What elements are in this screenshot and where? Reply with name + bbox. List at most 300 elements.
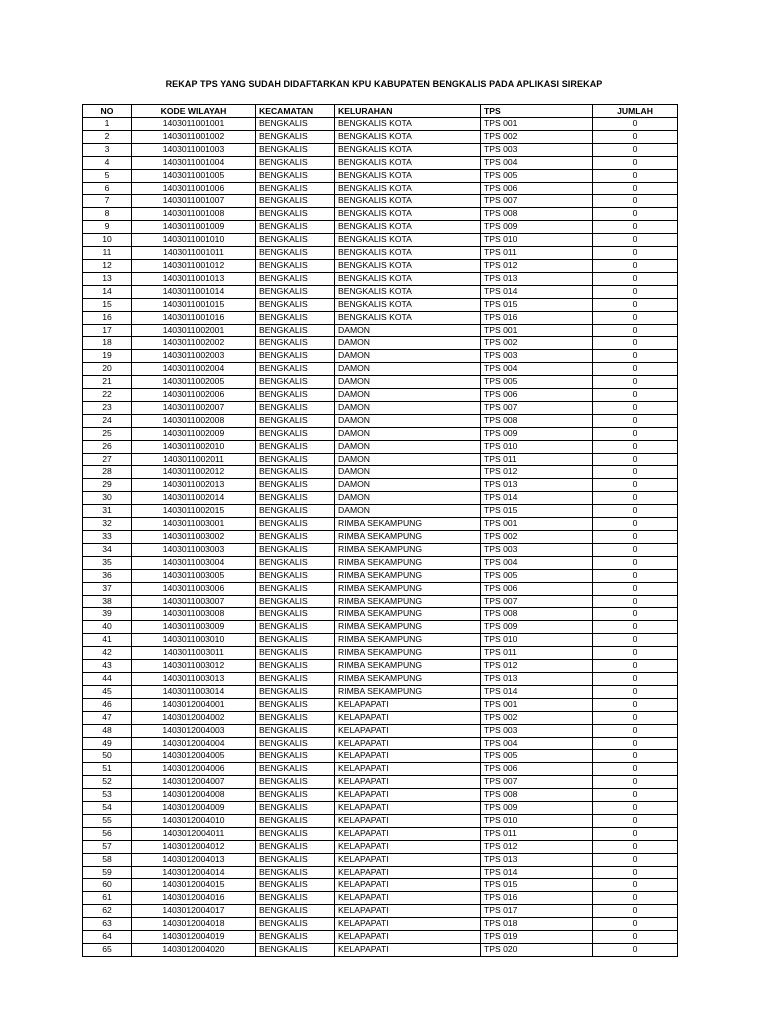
header-row	[83, 105, 678, 118]
cell-no: 36	[83, 569, 132, 582]
cell-no: 17	[83, 324, 132, 337]
cell-kode-wilayah: 1403012004019	[132, 931, 256, 944]
cell-jumlah: 0	[593, 595, 678, 608]
cell-kode-wilayah: 1403012004016	[132, 892, 256, 905]
cell-jumlah: 0	[593, 221, 678, 234]
cell-kelurahan: KELAPAPATI	[335, 711, 481, 724]
cell-kelurahan: DAMON	[335, 440, 481, 453]
cell-kelurahan: DAMON	[335, 324, 481, 337]
cell-no: 18	[83, 337, 132, 350]
cell-no: 56	[83, 827, 132, 840]
page-title: REKAP TPS YANG SUDAH DIDAFTARKAN KPU KABUPATEN BENGKALIS PADA APLIKASI SIREKAP	[165, 79, 603, 89]
table-row	[83, 479, 678, 492]
cell-tps: TPS 001	[481, 324, 593, 337]
cell-no: 52	[83, 776, 132, 789]
table-row	[83, 634, 678, 647]
cell-no: 23	[83, 401, 132, 414]
cell-tps: TPS 015	[481, 298, 593, 311]
cell-kode-wilayah: 1403012004007	[132, 776, 256, 789]
table-row	[83, 272, 678, 285]
cell-kode-wilayah: 1403012004011	[132, 827, 256, 840]
cell-kelurahan: BENGKALIS KOTA	[335, 195, 481, 208]
cell-jumlah: 0	[593, 918, 678, 931]
cell-tps: TPS 005	[481, 569, 593, 582]
cell-tps: TPS 009	[481, 621, 593, 634]
cell-no: 34	[83, 543, 132, 556]
cell-kecamatan: BENGKALIS	[256, 324, 335, 337]
table-row	[83, 130, 678, 143]
cell-jumlah: 0	[593, 556, 678, 569]
cell-kode-wilayah: 1403011001005	[132, 169, 256, 182]
cell-kelurahan: KELAPAPATI	[335, 698, 481, 711]
cell-jumlah: 0	[593, 298, 678, 311]
cell-kelurahan: DAMON	[335, 427, 481, 440]
table-row	[83, 802, 678, 815]
table-row	[83, 285, 678, 298]
cell-tps: TPS 007	[481, 195, 593, 208]
cell-tps: TPS 011	[481, 647, 593, 660]
cell-kode-wilayah: 1403011003005	[132, 569, 256, 582]
cell-tps: TPS 006	[481, 389, 593, 402]
cell-kode-wilayah: 1403011003001	[132, 518, 256, 531]
cell-tps: TPS 012	[481, 840, 593, 853]
cell-kelurahan: KELAPAPATI	[335, 724, 481, 737]
cell-kecamatan: BENGKALIS	[256, 311, 335, 324]
cell-kecamatan: BENGKALIS	[256, 376, 335, 389]
table-body	[83, 118, 678, 957]
cell-kode-wilayah: 1403012004005	[132, 750, 256, 763]
cell-kecamatan: BENGKALIS	[256, 556, 335, 569]
cell-tps: TPS 003	[481, 543, 593, 556]
cell-kelurahan: BENGKALIS KOTA	[335, 311, 481, 324]
cell-kelurahan: BENGKALIS KOTA	[335, 130, 481, 143]
cell-jumlah: 0	[593, 698, 678, 711]
cell-no: 7	[83, 195, 132, 208]
cell-jumlah: 0	[593, 324, 678, 337]
table-row	[83, 247, 678, 260]
cell-kelurahan: DAMON	[335, 389, 481, 402]
cell-kecamatan: BENGKALIS	[256, 169, 335, 182]
table-row	[83, 427, 678, 440]
cell-tps: TPS 011	[481, 453, 593, 466]
cell-kelurahan: KELAPAPATI	[335, 905, 481, 918]
cell-tps: TPS 015	[481, 879, 593, 892]
cell-kecamatan: BENGKALIS	[256, 737, 335, 750]
cell-kecamatan: BENGKALIS	[256, 298, 335, 311]
cell-kecamatan: BENGKALIS	[256, 763, 335, 776]
cell-kelurahan: RIMBA SEKAMPUNG	[335, 531, 481, 544]
cell-kecamatan: BENGKALIS	[256, 195, 335, 208]
cell-kelurahan: KELAPAPATI	[335, 944, 481, 957]
cell-jumlah: 0	[593, 234, 678, 247]
cell-kecamatan: BENGKALIS	[256, 453, 335, 466]
cell-kode-wilayah: 1403011001015	[132, 298, 256, 311]
cell-jumlah: 0	[593, 763, 678, 776]
cell-no: 22	[83, 389, 132, 402]
cell-no: 39	[83, 608, 132, 621]
cell-kode-wilayah: 1403011003002	[132, 531, 256, 544]
cell-tps: TPS 010	[481, 234, 593, 247]
cell-no: 45	[83, 685, 132, 698]
cell-kecamatan: BENGKALIS	[256, 879, 335, 892]
cell-jumlah: 0	[593, 401, 678, 414]
cell-tps: TPS 014	[481, 285, 593, 298]
cell-kode-wilayah: 1403011002001	[132, 324, 256, 337]
cell-kode-wilayah: 1403011003003	[132, 543, 256, 556]
cell-jumlah: 0	[593, 208, 678, 221]
cell-tps: TPS 011	[481, 827, 593, 840]
cell-tps: TPS 004	[481, 363, 593, 376]
header-jumlah: JUMLAH	[593, 105, 678, 118]
cell-kode-wilayah: 1403012004002	[132, 711, 256, 724]
cell-no: 60	[83, 879, 132, 892]
cell-kecamatan: BENGKALIS	[256, 802, 335, 815]
cell-tps: TPS 003	[481, 350, 593, 363]
cell-kelurahan: KELAPAPATI	[335, 802, 481, 815]
cell-kecamatan: BENGKALIS	[256, 401, 335, 414]
cell-jumlah: 0	[593, 543, 678, 556]
cell-kelurahan: RIMBA SEKAMPUNG	[335, 543, 481, 556]
cell-no: 33	[83, 531, 132, 544]
cell-kode-wilayah: 1403011001008	[132, 208, 256, 221]
cell-jumlah: 0	[593, 143, 678, 156]
cell-tps: TPS 013	[481, 853, 593, 866]
cell-kelurahan: KELAPAPATI	[335, 918, 481, 931]
cell-kode-wilayah: 1403012004014	[132, 866, 256, 879]
cell-kecamatan: BENGKALIS	[256, 156, 335, 169]
cell-kelurahan: KELAPAPATI	[335, 763, 481, 776]
cell-kelurahan: KELAPAPATI	[335, 750, 481, 763]
cell-kode-wilayah: 1403011001012	[132, 259, 256, 272]
table-row	[83, 518, 678, 531]
cell-kecamatan: BENGKALIS	[256, 272, 335, 285]
table-row	[83, 543, 678, 556]
cell-jumlah: 0	[593, 492, 678, 505]
cell-tps: TPS 020	[481, 944, 593, 957]
cell-jumlah: 0	[593, 156, 678, 169]
cell-tps: TPS 009	[481, 802, 593, 815]
table-row	[83, 311, 678, 324]
cell-kecamatan: BENGKALIS	[256, 840, 335, 853]
cell-jumlah: 0	[593, 672, 678, 685]
cell-kode-wilayah: 1403011001010	[132, 234, 256, 247]
cell-kecamatan: BENGKALIS	[256, 776, 335, 789]
cell-kelurahan: DAMON	[335, 453, 481, 466]
cell-kelurahan: KELAPAPATI	[335, 737, 481, 750]
cell-tps: TPS 003	[481, 724, 593, 737]
cell-kode-wilayah: 1403011002009	[132, 427, 256, 440]
cell-kelurahan: DAMON	[335, 363, 481, 376]
cell-kelurahan: KELAPAPATI	[335, 931, 481, 944]
cell-jumlah: 0	[593, 711, 678, 724]
cell-jumlah: 0	[593, 944, 678, 957]
cell-jumlah: 0	[593, 789, 678, 802]
cell-kecamatan: BENGKALIS	[256, 814, 335, 827]
cell-kecamatan: BENGKALIS	[256, 414, 335, 427]
cell-tps: TPS 010	[481, 814, 593, 827]
cell-kode-wilayah: 1403011002007	[132, 401, 256, 414]
cell-tps: TPS 003	[481, 143, 593, 156]
cell-kode-wilayah: 1403011002014	[132, 492, 256, 505]
cell-jumlah: 0	[593, 285, 678, 298]
cell-tps: TPS 013	[481, 272, 593, 285]
cell-no: 38	[83, 595, 132, 608]
cell-kode-wilayah: 1403011002006	[132, 389, 256, 402]
cell-tps: TPS 006	[481, 582, 593, 595]
cell-no: 43	[83, 660, 132, 673]
cell-no: 59	[83, 866, 132, 879]
cell-kelurahan: RIMBA SEKAMPUNG	[335, 660, 481, 673]
cell-kecamatan: BENGKALIS	[256, 608, 335, 621]
cell-no: 26	[83, 440, 132, 453]
cell-kecamatan: BENGKALIS	[256, 918, 335, 931]
cell-kecamatan: BENGKALIS	[256, 247, 335, 260]
cell-jumlah: 0	[593, 750, 678, 763]
cell-tps: TPS 014	[481, 866, 593, 879]
cell-kode-wilayah: 1403012004015	[132, 879, 256, 892]
cell-no: 47	[83, 711, 132, 724]
cell-kelurahan: BENGKALIS KOTA	[335, 169, 481, 182]
cell-jumlah: 0	[593, 130, 678, 143]
table-row	[83, 853, 678, 866]
cell-no: 4	[83, 156, 132, 169]
table-row	[83, 814, 678, 827]
cell-kecamatan: BENGKALIS	[256, 647, 335, 660]
cell-kecamatan: BENGKALIS	[256, 892, 335, 905]
table-row	[83, 195, 678, 208]
header-no: NO	[83, 105, 132, 118]
cell-kelurahan: KELAPAPATI	[335, 866, 481, 879]
cell-no: 10	[83, 234, 132, 247]
cell-no: 25	[83, 427, 132, 440]
cell-no: 31	[83, 505, 132, 518]
cell-jumlah: 0	[593, 247, 678, 260]
cell-jumlah: 0	[593, 272, 678, 285]
cell-kelurahan: DAMON	[335, 479, 481, 492]
cell-tps: TPS 012	[481, 466, 593, 479]
table-row	[83, 234, 678, 247]
cell-kode-wilayah: 1403011002004	[132, 363, 256, 376]
cell-jumlah: 0	[593, 518, 678, 531]
cell-kode-wilayah: 1403012004004	[132, 737, 256, 750]
cell-jumlah: 0	[593, 169, 678, 182]
cell-kelurahan: KELAPAPATI	[335, 879, 481, 892]
cell-kode-wilayah: 1403011003008	[132, 608, 256, 621]
cell-kecamatan: BENGKALIS	[256, 827, 335, 840]
cell-kode-wilayah: 1403011002011	[132, 453, 256, 466]
cell-no: 1	[83, 118, 132, 131]
cell-tps: TPS 010	[481, 634, 593, 647]
cell-jumlah: 0	[593, 182, 678, 195]
cell-jumlah: 0	[593, 259, 678, 272]
cell-kelurahan: RIMBA SEKAMPUNG	[335, 569, 481, 582]
table-row	[83, 531, 678, 544]
cell-kecamatan: BENGKALIS	[256, 582, 335, 595]
cell-no: 28	[83, 466, 132, 479]
cell-kecamatan: BENGKALIS	[256, 853, 335, 866]
cell-kode-wilayah: 1403011002005	[132, 376, 256, 389]
cell-jumlah: 0	[593, 376, 678, 389]
cell-kelurahan: KELAPAPATI	[335, 840, 481, 853]
table-row	[83, 389, 678, 402]
table-header	[83, 105, 678, 118]
cell-no: 41	[83, 634, 132, 647]
cell-tps: TPS 002	[481, 711, 593, 724]
cell-kelurahan: BENGKALIS KOTA	[335, 118, 481, 131]
cell-kelurahan: BENGKALIS KOTA	[335, 156, 481, 169]
cell-tps: TPS 004	[481, 156, 593, 169]
cell-no: 44	[83, 672, 132, 685]
cell-no: 30	[83, 492, 132, 505]
cell-kode-wilayah: 1403012004018	[132, 918, 256, 931]
table-row	[83, 492, 678, 505]
cell-kecamatan: BENGKALIS	[256, 944, 335, 957]
cell-tps: TPS 012	[481, 660, 593, 673]
table-row	[83, 931, 678, 944]
cell-jumlah: 0	[593, 453, 678, 466]
cell-tps: TPS 005	[481, 169, 593, 182]
table-row	[83, 685, 678, 698]
cell-kecamatan: BENGKALIS	[256, 285, 335, 298]
table-row	[83, 944, 678, 957]
cell-kode-wilayah: 1403011001009	[132, 221, 256, 234]
cell-jumlah: 0	[593, 414, 678, 427]
cell-kecamatan: BENGKALIS	[256, 866, 335, 879]
cell-jumlah: 0	[593, 311, 678, 324]
cell-kecamatan: BENGKALIS	[256, 118, 335, 131]
cell-tps: TPS 002	[481, 531, 593, 544]
cell-no: 15	[83, 298, 132, 311]
cell-kelurahan: RIMBA SEKAMPUNG	[335, 556, 481, 569]
table-row	[83, 647, 678, 660]
cell-kecamatan: BENGKALIS	[256, 789, 335, 802]
cell-no: 20	[83, 363, 132, 376]
cell-kecamatan: BENGKALIS	[256, 621, 335, 634]
table-row	[83, 324, 678, 337]
cell-jumlah: 0	[593, 879, 678, 892]
cell-jumlah: 0	[593, 363, 678, 376]
cell-kecamatan: BENGKALIS	[256, 466, 335, 479]
cell-no: 9	[83, 221, 132, 234]
cell-kelurahan: RIMBA SEKAMPUNG	[335, 582, 481, 595]
cell-kode-wilayah: 1403011001014	[132, 285, 256, 298]
cell-tps: TPS 012	[481, 259, 593, 272]
cell-tps: TPS 019	[481, 931, 593, 944]
cell-kecamatan: BENGKALIS	[256, 363, 335, 376]
cell-jumlah: 0	[593, 531, 678, 544]
cell-tps: TPS 017	[481, 905, 593, 918]
cell-kelurahan: RIMBA SEKAMPUNG	[335, 608, 481, 621]
cell-tps: TPS 004	[481, 737, 593, 750]
cell-kecamatan: BENGKALIS	[256, 698, 335, 711]
cell-kecamatan: BENGKALIS	[256, 221, 335, 234]
cell-kelurahan: BENGKALIS KOTA	[335, 272, 481, 285]
cell-tps: TPS 009	[481, 221, 593, 234]
table-row	[83, 711, 678, 724]
cell-kode-wilayah: 1403011002002	[132, 337, 256, 350]
cell-kelurahan: BENGKALIS KOTA	[335, 208, 481, 221]
table-row	[83, 621, 678, 634]
cell-kode-wilayah: 1403011003009	[132, 621, 256, 634]
cell-kecamatan: BENGKALIS	[256, 143, 335, 156]
cell-kecamatan: BENGKALIS	[256, 595, 335, 608]
cell-kode-wilayah: 1403011001003	[132, 143, 256, 156]
cell-kecamatan: BENGKALIS	[256, 711, 335, 724]
cell-no: 49	[83, 737, 132, 750]
cell-kelurahan: RIMBA SEKAMPUNG	[335, 647, 481, 660]
cell-kode-wilayah: 1403012004010	[132, 814, 256, 827]
cell-no: 61	[83, 892, 132, 905]
cell-kelurahan: DAMON	[335, 350, 481, 363]
cell-kecamatan: BENGKALIS	[256, 479, 335, 492]
cell-kecamatan: BENGKALIS	[256, 660, 335, 673]
cell-jumlah: 0	[593, 931, 678, 944]
cell-kode-wilayah: 1403011003012	[132, 660, 256, 673]
table-row	[83, 556, 678, 569]
cell-kelurahan: RIMBA SEKAMPUNG	[335, 634, 481, 647]
cell-kelurahan: BENGKALIS KOTA	[335, 298, 481, 311]
table-row	[83, 866, 678, 879]
cell-tps: TPS 001	[481, 698, 593, 711]
cell-kode-wilayah: 1403011001016	[132, 311, 256, 324]
cell-kelurahan: KELAPAPATI	[335, 853, 481, 866]
table-row	[83, 182, 678, 195]
cell-kecamatan: BENGKALIS	[256, 905, 335, 918]
cell-jumlah: 0	[593, 866, 678, 879]
table-row	[83, 892, 678, 905]
cell-jumlah: 0	[593, 389, 678, 402]
cell-tps: TPS 016	[481, 311, 593, 324]
cell-no: 50	[83, 750, 132, 763]
cell-kode-wilayah: 1403011001001	[132, 118, 256, 131]
table-row	[83, 608, 678, 621]
cell-jumlah: 0	[593, 737, 678, 750]
cell-tps: TPS 016	[481, 892, 593, 905]
cell-jumlah: 0	[593, 505, 678, 518]
cell-no: 6	[83, 182, 132, 195]
cell-kode-wilayah: 1403011003006	[132, 582, 256, 595]
cell-no: 5	[83, 169, 132, 182]
table-row	[83, 595, 678, 608]
cell-tps: TPS 001	[481, 518, 593, 531]
cell-jumlah: 0	[593, 660, 678, 673]
cell-kecamatan: BENGKALIS	[256, 724, 335, 737]
cell-no: 63	[83, 918, 132, 931]
cell-jumlah: 0	[593, 195, 678, 208]
cell-tps: TPS 008	[481, 414, 593, 427]
cell-kecamatan: BENGKALIS	[256, 389, 335, 402]
cell-tps: TPS 010	[481, 440, 593, 453]
cell-kelurahan: KELAPAPATI	[335, 776, 481, 789]
cell-no: 46	[83, 698, 132, 711]
cell-no: 24	[83, 414, 132, 427]
cell-tps: TPS 005	[481, 376, 593, 389]
cell-no: 42	[83, 647, 132, 660]
cell-tps: TPS 014	[481, 685, 593, 698]
cell-no: 35	[83, 556, 132, 569]
cell-kecamatan: BENGKALIS	[256, 543, 335, 556]
cell-tps: TPS 011	[481, 247, 593, 260]
cell-kelurahan: DAMON	[335, 414, 481, 427]
cell-kelurahan: BENGKALIS KOTA	[335, 247, 481, 260]
cell-kode-wilayah: 1403012004001	[132, 698, 256, 711]
cell-kecamatan: BENGKALIS	[256, 492, 335, 505]
table-row	[83, 337, 678, 350]
cell-kelurahan: DAMON	[335, 376, 481, 389]
cell-jumlah: 0	[593, 621, 678, 634]
table-row	[83, 827, 678, 840]
cell-kecamatan: BENGKALIS	[256, 750, 335, 763]
